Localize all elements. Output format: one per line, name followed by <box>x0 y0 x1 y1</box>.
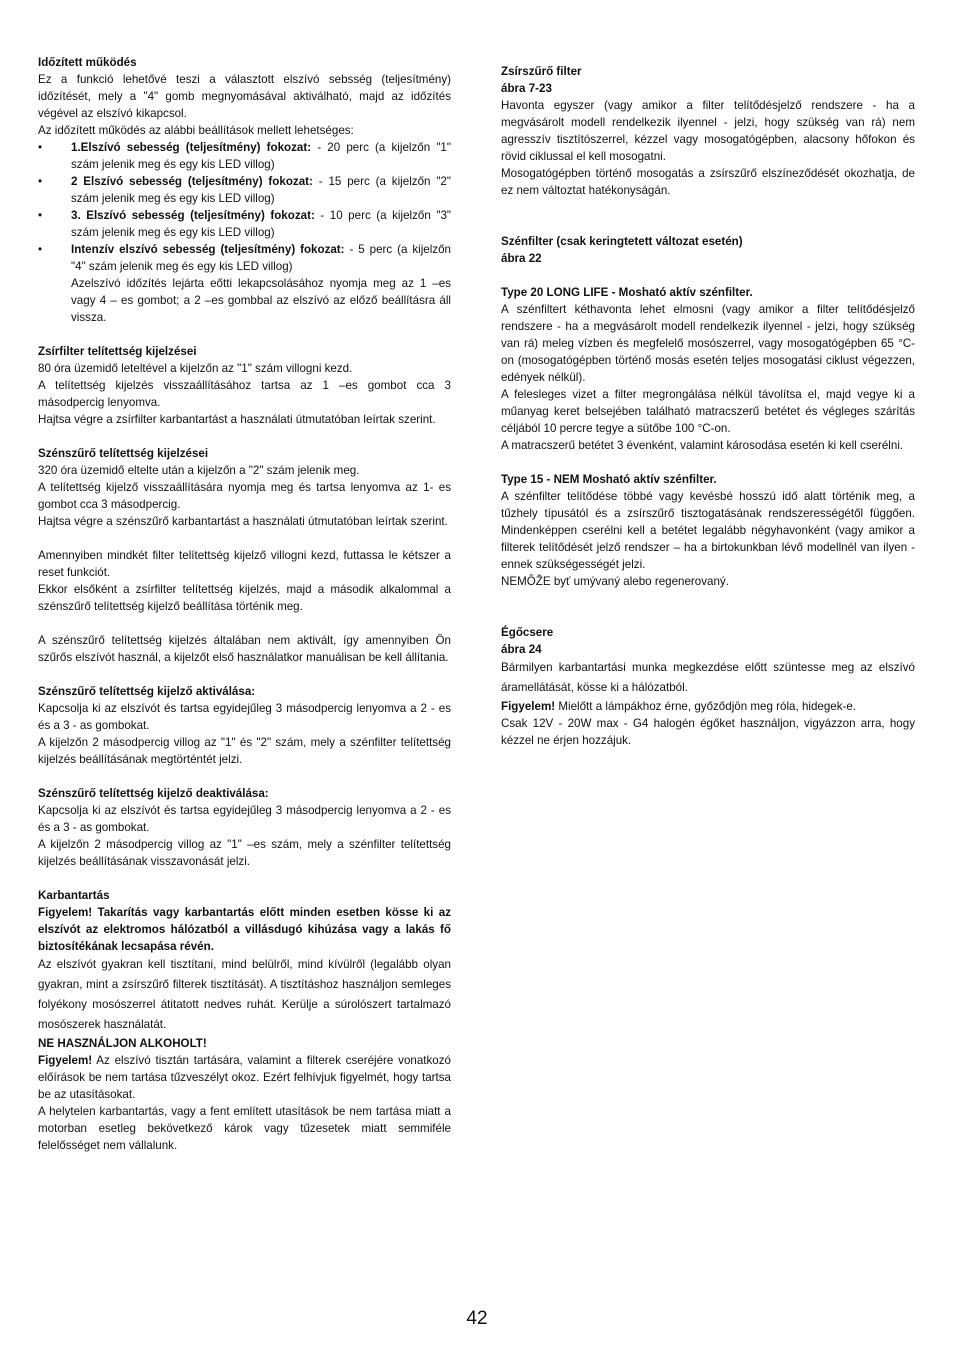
carbon-p1: 320 óra üzemidő eltelte után a kijelzőn a "2" szám jelenik meg. <box>38 464 360 477</box>
type20-heading: Type 20 LONG LIFE - Mosható aktív szénfilter. <box>501 286 753 299</box>
list-item: • 2 Elszívó sebesség (teljesítmény) fokozat: - 15 perc (a kijelzőn "2" szám jelenik meg és egy kis LED villog) <box>38 173 451 207</box>
bulbs-fig: ábra 24 <box>501 643 542 656</box>
list-item: • Intenzív elszívó sebesség (teljesítmény) fokozat: - 5 perc (a kijelzőn "4" szám jelenik meg és egy kis LED villog) Azelszívó időzítés lejárta eőtti lekapcsolásához nyomja meg az 1 –es vagy 4 – es gombot; a 2 –es gombbal az elszívó az előző beállításra áll vissza. <box>38 241 451 326</box>
grease-filter-fig: ábra 7-23 <box>501 82 552 95</box>
both-p2: Ekkor elsőként a zsírfilter telítettség kijelzés, majd a második alkalommal a szénszűrő telítettség kijelző beállítása történik meg. <box>38 583 451 613</box>
inactive-p1: A szénszűrő telítettség kijelzés általában nem aktivált, így amennyiben Ön szűrős elszívót használ, a kijelzőt első használatkor manuálisan be kell állítania. <box>38 634 451 664</box>
type15-p2: NEMÔŽE byť umývaný alebo regenerovaný. <box>501 575 729 588</box>
type20-p2: A felesleges vizet a filter megrongálása nélkül távolítsa el, majd vegye ki a műanyag keret belsejében található matracszerű betétet és végleges szárítás céljából 10 percre tegye a sütőbe 100 °C-on. <box>501 388 915 435</box>
grease-p3: Hajtsa végre a zsírfilter karbantartást a használati útmutatóban leírtak szerint. <box>38 413 436 426</box>
grease-filter-heading: Zsírszűrő filter <box>501 65 582 78</box>
timer-after: Azelszívó időzítés lejárta eőtti lekapcsolásához nyomja meg az 1 –es vagy 4 – es gombot; a 2 –es gombbal az elszívó az előző beállításra áll vissza. <box>71 277 451 324</box>
right-column <box>501 63 915 749</box>
grease-p2: A telítettség kijelzés visszaállításához tartsa az 1 –es gombot cca 3 másodpercig lenyomva. <box>38 379 451 409</box>
timer-lead: Az időzített működés az alábbi beállítások mellett lehetséges: <box>38 124 354 137</box>
deactivate-p1: Kapcsolja ki az elszívót és tartsa egyidejűleg 3 másodpercig lenyomva a 2 - es és a 3 - as gombokat. <box>38 804 451 834</box>
activate-p1: Kapcsolja ki az elszívót és tartsa egyidejűleg 3 másodpercig lenyomva a 2 - es és a 3 - as gombokat. <box>38 702 451 732</box>
page-number: 42 <box>466 1308 488 1329</box>
no-alcohol-notice: NE HASZNÁLJON ALKOHOLT! <box>38 1037 207 1050</box>
bulbs-p1: Bármilyen karbantartási munka megkezdése előtt szüntesse meg az elszívó áramellátását, kösse ki a hálózatból. <box>501 661 915 694</box>
grease-filter-p2: Mosogatógépben történő mosogatás a zsírszűrő elszíneződését okozhatja, de ez nem változtat hatékonyságán. <box>501 167 915 197</box>
type15-heading: Type 15 - NEM Mosható aktív szénfilter. <box>501 473 717 486</box>
maintenance-warning: Figyelem! Takarítás vagy karbantartás előtt minden esetben kösse ki az elszívót az elektromos hálózatból a villásdugó kihúzása vagy a lakás fő biztosítékának lecsapása révén. <box>38 906 451 953</box>
grease-p1: 80 óra üzemidő leteltével a kijelzőn az "1" szám villogni kezd. <box>38 362 353 375</box>
maintenance-p2: Figyelem! Az elszívó tisztán tartására, valamint a filterek cseréjére vonatkozó előírások be nem tartása tűzveszélyt okoz. Ezért felhívjuk figyelmét, hogy tartsa be az utasításokat. <box>38 1054 451 1101</box>
maintenance-p1: Az elszívót gyakran kell tisztítani, mind belülről, mind kívülről (legalább olyan gyakran, mint a zsírszűrő filterek tisztítását). A tisztításhoz használjon semleges folyékony mosószerrel átitatott nedves ruhát. Kerülje a súrolószert tartalmazó mosószerek használatát. <box>38 958 451 1031</box>
carbon-heading: Szénszűrő telítettség kijelzései <box>38 447 209 460</box>
type15-p1: A szénfilter telítődése többé vagy kevésbé hosszú idő alatt történik meg, a tűzhely típusától és a zsírszűrő tisztogatásának rendszerességétől függően. Mindenképpen cserélni kell a betétet legalább négyhavonként (vagy amikor a filterek telítődését jelző rendszer – ha a birtokunkban lévő modellnél van ilyen - ennek szükségességét jelzi. <box>501 490 915 571</box>
carbon-filter-heading: Szénfilter (csak keringtetett változat esetén) <box>501 235 743 248</box>
timer-intro: Ez a funkció lehetővé teszi a választott elszívó sebsség (teljesítmény) időzítését, mely a "4" gomb megnyomásával aktiválható, majd az időzítés végével az elszívó kikapcsol. <box>38 73 451 120</box>
type20-p1: A szénfiltert kéthavonta lehet elmosni (vagy amikor a filter telítődésjelző rendszere - ha a megvásárolt modell rendelkezik ilyennel - jelzi, hogy szükség van rá) meleg vízben és megfelelő mosószerrel, vagy mosogatógépben 65 °C-on (mosogatógépben történő mosás esetén teljes mosogatási ciklust végezzen, edények nélkül). <box>501 303 915 384</box>
maintenance-heading: Karbantartás <box>38 889 110 902</box>
activate-heading: Szénszűrő telítettség kijelző aktiválása: <box>38 685 256 698</box>
type20-p3: A matracszerű betétet 3 évenként, valamint károsodása esetén ki kell cserélni. <box>501 439 904 452</box>
deactivate-heading: Szénszűrő telítettség kijelző deaktiválása: <box>38 787 269 800</box>
deactivate-p2: A kijelzőn 2 másodpercig villog az "1" –es szám, mely a szénfilter telítettség kijelzés beállításának visszavonását jelzi. <box>38 838 451 868</box>
bulbs-p3: Csak 12V - 20W max - G4 halogén égőket használjon, vigyázzon arra, hogy kézzel ne érjen hozzájuk. <box>501 717 915 747</box>
carbon-filter-fig: ábra 22 <box>501 252 542 265</box>
carbon-p3: Hajtsa végre a szénszűrő karbantartást a használati útmutatóban leírtak szerint. <box>38 515 448 528</box>
maintenance-p3: A helytelen karbantartás, vagy a fent említett utasítások be nem tartása miatt a motorban esetleg bekövetkező károk vagy tűzesetek miatt semmiféle felelősséget nem vállalunk. <box>38 1105 451 1152</box>
grease-filter-p1: Havonta egyszer (vagy amikor a filter telítődésjelző rendszere - ha a megvásárolt modell rendelkezik ilyennel - jelzi, hogy szükség van rá) nem agresszív tisztítószerrel, kézzel vagy mosogatógépben, alacsony hőfokon és rövid ciklussal el kell mosogatni. <box>501 99 915 163</box>
grease-heading: Zsírfilter telítettség kijelzései <box>38 345 197 358</box>
list-item: • 1.Elszívó sebesség (teljesítmény) fokozat: - 20 perc (a kijelzőn "1" szám jelenik meg és egy kis LED villog) <box>38 139 451 173</box>
bulbs-p2: Figyelem! Mielőtt a lámpákhoz érne, győződjön meg róla, hidegek-e. <box>501 700 857 713</box>
carbon-p2: A telítettség kijelző visszaállítására nyomja meg és tartsa lenyomva az 1- es gombot cca 3 másodpercig. <box>38 481 451 511</box>
list-item: • 3. Elszívó sebesség (teljesítmény) fokozat: - 10 perc (a kijelzőn "3" szám jelenik meg és egy kis LED villog) <box>38 207 451 241</box>
timer-heading: Időzített működés <box>38 56 137 69</box>
activate-p2: A kijelzőn 2 másodpercig villog az "1" és "2" szám, mely a szénfilter telítettség kijelzés beállításának megtörténtét jelzi. <box>38 736 451 766</box>
bulbs-heading: Égőcsere <box>501 626 554 639</box>
timer-list <box>38 139 451 326</box>
both-p1: Amennyiben mindkét filter telítettség kijelző villogni kezd, futtassa le kétszer a reset funkciót. <box>38 549 451 579</box>
left-column <box>38 54 451 1154</box>
